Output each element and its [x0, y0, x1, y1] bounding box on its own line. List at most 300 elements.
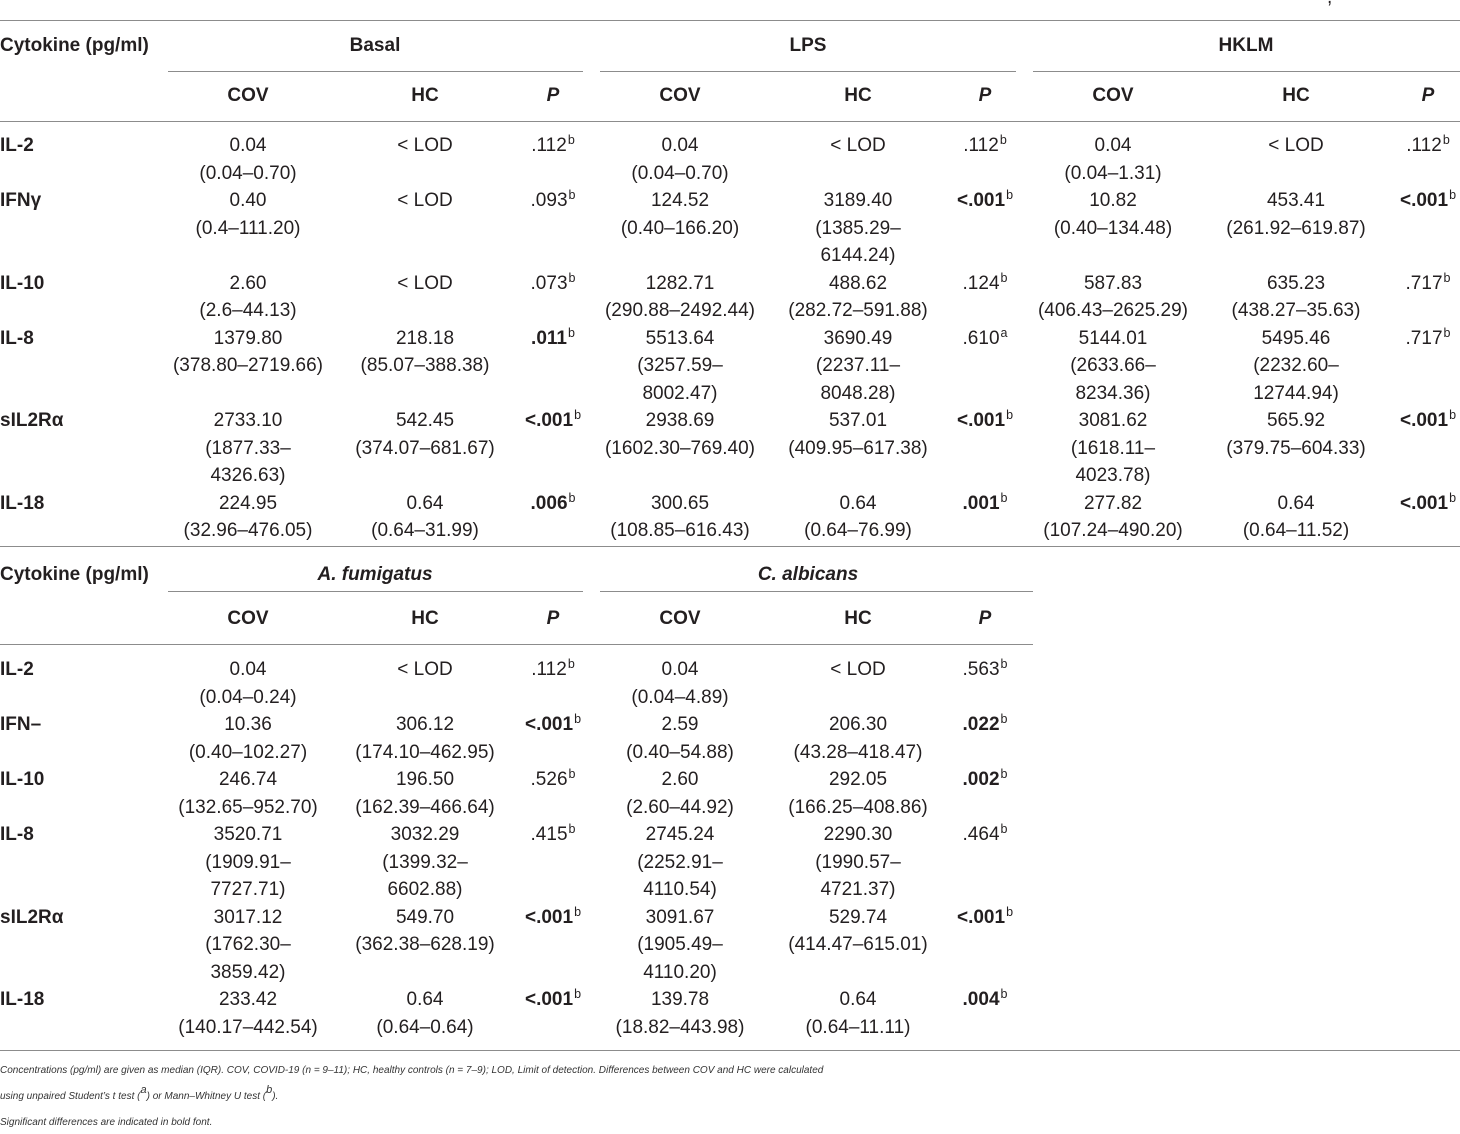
value-line: (0.40–134.48)	[1053, 217, 1173, 239]
value-line: 277.82	[1083, 492, 1143, 514]
p-value-cell	[521, 187, 585, 217]
row-label: sIL2Rα	[0, 906, 64, 928]
value-line: (108.85–616.43)	[610, 520, 750, 542]
test-superscript: b	[1443, 325, 1451, 340]
hc-value-cell	[340, 270, 510, 298]
value-line: 2.59	[661, 714, 699, 736]
group-underline	[168, 591, 583, 592]
test-superscript: b	[574, 408, 582, 423]
value-line: (0.04–4.89)	[631, 686, 729, 708]
value-line: 0.64	[839, 989, 877, 1011]
row-label: IL-2	[0, 659, 34, 681]
p-value-cell	[953, 904, 1017, 934]
p-value: .112	[531, 135, 567, 157]
p-value-cell	[953, 407, 1017, 437]
value-line: 233.42	[218, 989, 278, 1011]
p-value: .112	[963, 135, 999, 157]
value-line: 0.04	[661, 659, 699, 681]
cov-value-cell	[1028, 407, 1198, 490]
hc-value-cell	[340, 325, 510, 380]
value-line: 0.64	[406, 492, 444, 514]
cov-value-cell	[595, 711, 765, 766]
value-line: 3690.49	[823, 327, 893, 349]
value-line: (2252.91–	[637, 851, 723, 873]
cov-value-cell	[163, 711, 333, 766]
value-line: 537.01	[828, 410, 888, 432]
p-value: <.001	[524, 714, 574, 736]
p-value-cell	[1396, 325, 1460, 355]
value-line: 587.83	[1083, 272, 1143, 294]
value-line: (0.64–11.11)	[805, 1016, 911, 1038]
hc-value-cell	[340, 986, 510, 1041]
value-line: < LOD	[397, 272, 453, 294]
subheader-hc: HC	[411, 85, 439, 107]
value-line: 0.64	[1277, 492, 1315, 514]
p-value: .022	[962, 714, 1000, 736]
value-line: 6602.88)	[387, 879, 463, 901]
p-value-cell	[953, 766, 1017, 796]
value-line: 542.45	[395, 410, 455, 432]
value-line: < LOD	[397, 659, 453, 681]
value-line: 3081.62	[1078, 410, 1148, 432]
cov-value-cell	[1028, 187, 1198, 242]
value-line: 549.70	[395, 906, 455, 928]
group-underline	[600, 591, 1033, 592]
p-value-cell	[521, 766, 585, 796]
value-line: (0.64–31.99)	[371, 520, 479, 542]
footnote-superscript-b: b	[266, 1084, 273, 1096]
cov-value-cell	[1028, 270, 1198, 325]
value-line: (132.65–952.70)	[178, 796, 318, 818]
test-superscript: b	[568, 490, 576, 505]
p-value-cell	[953, 325, 1017, 355]
p-value: <.001	[1399, 190, 1449, 212]
value-line: (0.64–0.64)	[376, 1016, 474, 1038]
subheader-cov: COV	[659, 85, 701, 107]
value-line: (406.43–2625.29)	[1037, 300, 1188, 322]
hc-value-cell	[340, 656, 510, 684]
cov-value-cell	[595, 656, 765, 711]
p-value-cell	[953, 270, 1017, 300]
value-line: (162.39–466.64)	[355, 796, 495, 818]
test-superscript: b	[568, 767, 576, 782]
row-label: IL-10	[0, 769, 45, 791]
test-superscript: b	[1006, 408, 1014, 423]
value-line: (1877.33–	[205, 437, 291, 459]
p-value: .011	[531, 327, 567, 349]
footnote-line-1: Concentrations (pg/ml) are given as median (IQR). COV, COVID-19 (n = 9–11); HC, healthy controls (n = 7–9); LOD, Limit of detection. Differences between COV and HC were calculated	[0, 1065, 824, 1076]
group-header: A. fumigatus	[317, 564, 433, 586]
hc-value-cell	[773, 325, 943, 408]
subheader-cov: COV	[227, 85, 269, 107]
subheader-p: P	[978, 85, 992, 107]
footnote-line-2	[0, 1085, 1460, 1108]
cov-value-cell	[1028, 490, 1198, 545]
hc-value-cell	[773, 986, 943, 1041]
value-line: (1990.57–	[815, 851, 901, 873]
value-line: (0.4–111.20)	[195, 217, 301, 239]
p-value: <.001	[956, 906, 1006, 928]
value-line: (2633.66–	[1070, 355, 1156, 377]
p-value-cell	[953, 986, 1017, 1016]
value-line: 2938.69	[645, 410, 715, 432]
group-header: C. albicans	[757, 564, 859, 586]
cov-value-cell	[163, 270, 333, 325]
cov-value-cell	[163, 656, 333, 711]
value-line: 0.04	[229, 659, 267, 681]
value-line: 5495.46	[1261, 327, 1331, 349]
value-line: (362.38–628.19)	[355, 934, 495, 956]
test-superscript: b	[1000, 987, 1008, 1002]
hc-value-cell	[1211, 407, 1381, 462]
cov-value-cell	[595, 821, 765, 904]
test-superscript: b	[1006, 188, 1014, 203]
cov-value-cell	[163, 766, 333, 821]
p-value: .526	[530, 769, 568, 791]
p-value-cell	[953, 132, 1017, 162]
p-value-cell	[953, 187, 1017, 217]
value-line: 196.50	[395, 769, 455, 791]
row-label: IL-18	[0, 989, 45, 1011]
value-line: 3520.71	[213, 824, 283, 846]
p-value: <.001	[956, 190, 1006, 212]
cov-value-cell	[595, 407, 765, 462]
p-value: .112	[1406, 135, 1442, 157]
table-bottom-rule	[0, 546, 1460, 547]
subheader-hc: HC	[844, 608, 872, 630]
test-superscript: b	[567, 325, 575, 340]
test-superscript: b	[1000, 490, 1008, 505]
value-line: 0.04	[661, 135, 699, 157]
p-value-cell	[953, 656, 1017, 686]
cov-value-cell	[595, 766, 765, 821]
hc-value-cell	[773, 711, 943, 766]
p-value-cell	[521, 132, 585, 162]
test-superscript: b	[1449, 490, 1457, 505]
p-value: <.001	[524, 906, 574, 928]
cov-value-cell	[595, 187, 765, 242]
value-line: 529.74	[828, 906, 888, 928]
hc-value-cell	[773, 656, 943, 684]
group-underline	[600, 71, 1016, 72]
value-line: 8002.47)	[642, 382, 718, 404]
subheader-hc: HC	[1282, 85, 1310, 107]
value-line: (1905.49–	[637, 934, 723, 956]
value-line: (2232.60–	[1253, 355, 1339, 377]
hc-value-cell	[773, 490, 943, 545]
value-line: (0.04–1.31)	[1064, 162, 1162, 184]
hc-value-cell	[340, 711, 510, 766]
value-line: < LOD	[397, 190, 453, 212]
p-value-cell	[521, 407, 585, 437]
value-line: 0.04	[229, 135, 267, 157]
row-label: IL-8	[0, 327, 34, 349]
p-value: .006	[530, 492, 568, 514]
p-value-cell	[521, 325, 585, 355]
test-superscript: b	[1442, 133, 1450, 148]
value-line: (414.47–615.01)	[788, 934, 928, 956]
value-line: 565.92	[1266, 410, 1326, 432]
cytokine-column-header: Cytokine (pg/ml)	[0, 35, 149, 57]
cov-value-cell	[595, 270, 765, 325]
subheader-p: P	[1421, 85, 1435, 107]
subheader-p: P	[546, 608, 560, 630]
value-line: (2.6–44.13)	[199, 300, 297, 322]
value-line: 139.78	[650, 989, 710, 1011]
hc-value-cell	[340, 490, 510, 545]
value-line: (166.25–408.86)	[788, 796, 928, 818]
p-value-cell	[953, 821, 1017, 851]
cov-value-cell	[595, 325, 765, 408]
cov-value-cell	[595, 904, 765, 987]
subheader-hc: HC	[411, 608, 439, 630]
value-line: 2290.30	[823, 824, 893, 846]
value-line: 7727.71)	[210, 879, 286, 901]
p-value-cell	[521, 711, 585, 741]
value-line: 3091.67	[645, 906, 715, 928]
value-line: (2.60–44.92)	[626, 796, 734, 818]
p-value-cell	[521, 270, 585, 300]
group-header: LPS	[789, 35, 827, 57]
test-superscript: b	[1000, 712, 1008, 727]
value-line: (1909.91–	[205, 851, 291, 873]
p-value: <.001	[956, 410, 1006, 432]
value-line: 3017.12	[213, 906, 283, 928]
value-line: (1399.32–	[382, 851, 468, 873]
value-line: 218.18	[395, 327, 455, 349]
value-line: (378.80–2719.66)	[172, 355, 323, 377]
p-value: .464	[962, 824, 1000, 846]
value-line: (107.24–490.20)	[1043, 520, 1183, 542]
hc-value-cell	[340, 132, 510, 160]
p-value-cell	[521, 656, 585, 686]
value-line: (374.07–681.67)	[355, 437, 495, 459]
footnote-superscript-a: a	[140, 1084, 147, 1096]
value-line: 4110.20)	[643, 961, 717, 983]
row-label: IL-2	[0, 135, 34, 157]
value-line: 246.74	[218, 769, 278, 791]
value-line: (3257.59–	[637, 355, 723, 377]
hc-value-cell	[340, 187, 510, 215]
value-line: 4023.78)	[1075, 465, 1151, 487]
value-line: 3032.29	[390, 824, 460, 846]
subheader-p: P	[546, 85, 560, 107]
cov-value-cell	[163, 407, 333, 490]
value-line: (0.40–166.20)	[620, 217, 740, 239]
test-superscript: b	[1449, 188, 1457, 203]
hc-value-cell	[340, 766, 510, 821]
p-value-cell	[953, 490, 1017, 520]
hc-value-cell	[773, 904, 943, 959]
subheader-cov: COV	[227, 608, 269, 630]
value-line: (409.95–617.38)	[788, 437, 928, 459]
test-superscript: b	[568, 188, 576, 203]
test-superscript: b	[1443, 270, 1451, 285]
cov-value-cell	[163, 132, 333, 187]
value-line: 292.05	[828, 769, 888, 791]
value-line: (0.04–0.24)	[199, 686, 297, 708]
subheader-cov: COV	[1092, 85, 1134, 107]
value-line: 4110.54)	[643, 879, 717, 901]
test-superscript: b	[574, 904, 582, 919]
test-superscript: a	[1000, 325, 1008, 340]
value-line: (0.40–54.88)	[626, 741, 734, 763]
value-line: 10.82	[1089, 190, 1137, 212]
value-line: 4326.63)	[210, 465, 286, 487]
cov-value-cell	[163, 986, 333, 1041]
value-line: (1385.29–	[815, 217, 901, 239]
value-line: (18.82–443.98)	[615, 1016, 745, 1038]
p-value: .415	[530, 824, 568, 846]
p-value: .073	[530, 272, 568, 294]
cov-value-cell	[163, 490, 333, 545]
p-value-cell	[1396, 490, 1460, 520]
test-superscript: b	[568, 822, 576, 837]
hc-value-cell	[773, 132, 943, 160]
hc-value-cell	[773, 766, 943, 821]
subheader-p: P	[978, 608, 992, 630]
group-underline	[168, 71, 583, 72]
value-line: 635.23	[1266, 272, 1326, 294]
value-line: 224.95	[218, 492, 278, 514]
value-line: 2.60	[229, 272, 267, 294]
test-superscript: b	[1006, 904, 1014, 919]
p-value-cell	[521, 904, 585, 934]
value-line: (1762.30–	[205, 934, 291, 956]
value-line: (2237.11–	[815, 355, 901, 377]
group-header: HKLM	[1218, 35, 1274, 57]
p-value: .610	[962, 327, 1000, 349]
value-line: 0.40	[229, 190, 267, 212]
value-line: (0.64–76.99)	[804, 520, 912, 542]
hc-value-cell	[340, 904, 510, 959]
value-line: 488.62	[828, 272, 888, 294]
cov-value-cell	[595, 986, 765, 1041]
value-line: < LOD	[830, 659, 886, 681]
value-line: 2.60	[661, 769, 699, 791]
value-line: 124.52	[650, 190, 710, 212]
value-line: (290.88–2492.44)	[604, 300, 755, 322]
value-line: 306.12	[395, 714, 455, 736]
test-superscript: b	[1000, 822, 1008, 837]
value-line: 1379.80	[213, 327, 283, 349]
value-line: (0.04–0.70)	[199, 162, 297, 184]
value-line: 4721.37)	[820, 879, 896, 901]
footnote-text: using unpaired Student’s t test (	[0, 1091, 141, 1102]
value-line: (0.40–102.27)	[188, 741, 308, 763]
cytokine-column-header: Cytokine (pg/ml)	[0, 564, 149, 586]
hc-value-cell	[1211, 270, 1381, 325]
cov-value-cell	[1028, 132, 1198, 187]
value-line: < LOD	[397, 135, 453, 157]
hc-value-cell	[1211, 132, 1381, 160]
value-line: (1602.30–769.40)	[604, 437, 755, 459]
p-value-cell	[521, 986, 585, 1016]
value-line: 1282.71	[645, 272, 715, 294]
value-line: 453.41	[1266, 190, 1326, 212]
p-value-cell	[1396, 407, 1460, 437]
test-superscript: b	[574, 987, 582, 1002]
value-line: (0.04–0.70)	[631, 162, 729, 184]
hc-value-cell	[1211, 187, 1381, 242]
value-line: 5144.01	[1078, 327, 1148, 349]
value-line: 206.30	[828, 714, 888, 736]
cov-value-cell	[595, 490, 765, 545]
p-value-cell	[521, 821, 585, 851]
hc-value-cell	[773, 270, 943, 325]
p-value: .002	[962, 769, 1000, 791]
value-line: (261.92–619.87)	[1226, 217, 1366, 239]
row-label: IL-18	[0, 492, 45, 514]
cov-value-cell	[595, 132, 765, 187]
test-superscript: b	[567, 657, 575, 672]
value-line: 3189.40	[823, 190, 893, 212]
value-line: 0.64	[406, 989, 444, 1011]
value-line: 300.65	[650, 492, 710, 514]
p-value: <.001	[1399, 410, 1449, 432]
p-value-cell	[1396, 187, 1460, 217]
p-value: .563	[962, 659, 1000, 681]
value-line: (32.96–476.05)	[183, 520, 313, 542]
row-label: IL-10	[0, 272, 45, 294]
footnote-text: ) or Mann–Whitney U test (	[146, 1091, 267, 1102]
test-superscript: b	[574, 712, 582, 727]
test-superscript: b	[1000, 657, 1008, 672]
value-line: 8234.36)	[1075, 382, 1151, 404]
p-value: <.001	[524, 989, 574, 1011]
cov-value-cell	[1028, 325, 1198, 408]
value-line: 0.04	[1094, 135, 1132, 157]
subheader-cov: COV	[659, 608, 701, 630]
value-line: (85.07–388.38)	[360, 355, 490, 377]
table-bottom-rule	[0, 1050, 1460, 1051]
p-value-cell	[1396, 132, 1460, 162]
footnote-line-3: Significant differences are indicated in bold font.	[0, 1117, 213, 1128]
value-line: (379.75–604.33)	[1226, 437, 1366, 459]
value-line: 2733.10	[213, 410, 283, 432]
p-value: .717	[1405, 272, 1443, 294]
test-superscript: b	[999, 133, 1007, 148]
group-header: Basal	[349, 35, 401, 57]
value-line: 5513.64	[645, 327, 715, 349]
p-value: <.001	[524, 410, 574, 432]
cov-value-cell	[163, 904, 333, 987]
p-value: .093	[530, 190, 568, 212]
value-line: 10.36	[224, 714, 272, 736]
group-underline	[1033, 71, 1460, 72]
value-line: 2745.24	[645, 824, 715, 846]
value-line: 0.64	[839, 492, 877, 514]
p-value: .717	[1405, 327, 1443, 349]
p-value-cell	[521, 490, 585, 520]
value-line: < LOD	[830, 135, 886, 157]
row-label: IL-8	[0, 824, 34, 846]
subheader-hc: HC	[844, 85, 872, 107]
value-line: 12744.94)	[1253, 382, 1339, 404]
value-line: (282.72–591.88)	[788, 300, 928, 322]
value-line: 6144.24)	[820, 245, 896, 267]
p-value: .112	[531, 659, 567, 681]
p-value: .124	[962, 272, 1000, 294]
hc-value-cell	[1211, 490, 1381, 545]
p-value: <.001	[1399, 492, 1449, 514]
row-label: IFN–	[0, 714, 42, 736]
p-value: .001	[962, 492, 1000, 514]
test-superscript: b	[1000, 270, 1008, 285]
row-label: sIL2Rα	[0, 410, 64, 432]
hc-value-cell	[340, 407, 510, 462]
footnote-text: ).	[272, 1091, 279, 1102]
